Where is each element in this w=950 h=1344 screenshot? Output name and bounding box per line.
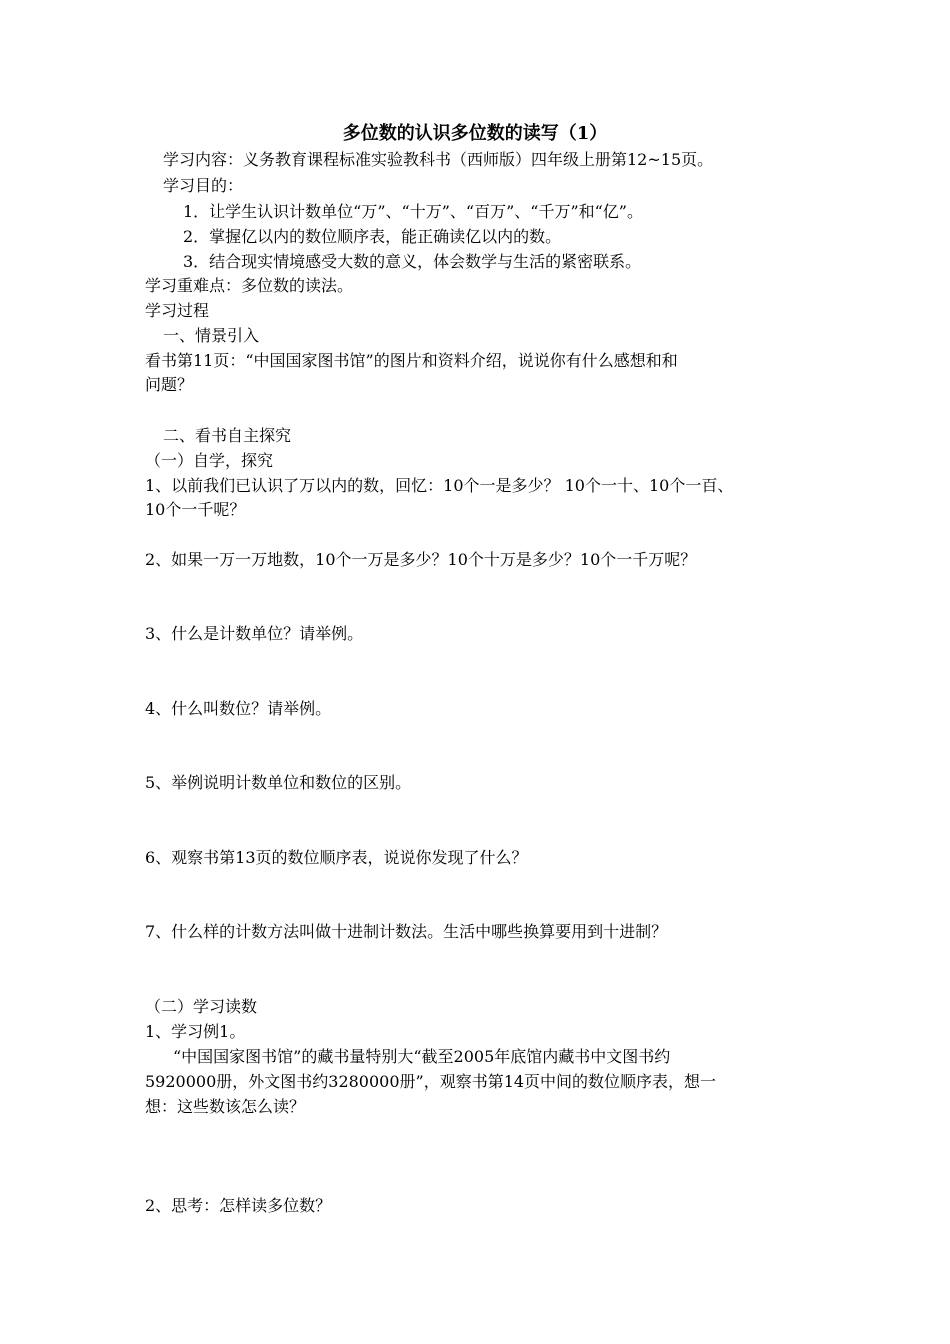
- section-line: 问题？: [145, 375, 194, 394]
- section-line: 看书第11页：“中国国家图书馆”的图片和资料介绍，说说你有什么感想和和: [145, 351, 678, 370]
- question-5: 5、举例说明计数单位和数位的区别。: [145, 773, 412, 792]
- think-question: 2、思考：怎样读多位数？: [145, 1196, 332, 1215]
- example-line: “中国国家图书馆”的藏书量特别大“截至2005年底馆内藏书中文图书约: [173, 1047, 671, 1066]
- key-points: 学习重难点：多位数的读法。: [145, 276, 354, 295]
- question-1-cont: 10个一千呢？: [145, 500, 246, 519]
- process-heading: 学习过程: [145, 301, 210, 320]
- example-heading: 1、学习例1。: [145, 1022, 246, 1041]
- example-line: 5920000册，外文图书约3280000册”，观察书第14页中间的数位顺序表，想一: [145, 1072, 717, 1091]
- question-3: 3、什么是计数单位？请举例。: [145, 624, 364, 643]
- section-heading: 一、情景引入: [163, 326, 260, 345]
- learning-content: 学习内容：义务教育课程标准实验教科书（西师版）四年级上册第12~15页。: [163, 150, 714, 169]
- goal-item: 3．结合现实情境感受大数的意义，体会数学与生活的紧密联系。: [183, 252, 642, 271]
- question-1: 1、以前我们已认识了万以内的数，回忆：10个一是多少？ 10个一十、10个一百、: [145, 476, 734, 495]
- subsection-heading: （二）学习读数: [145, 997, 258, 1016]
- question-6: 6、观察书第13页的数位顺序表，说说你发现了什么？: [145, 848, 528, 867]
- document-title: 多位数的认识多位数的读写（1）: [342, 123, 608, 144]
- section-heading: 二、看书自主探究: [163, 426, 292, 445]
- question-2: 2、如果一万一万地数，10个一万是多少？10个十万是多少？10个一千万呢？: [145, 550, 697, 569]
- example-line: 想：这些数该怎么读？: [145, 1097, 306, 1116]
- goal-item: 2．掌握亿以内的数位顺序表，能正确读亿以内的数。: [183, 227, 562, 246]
- subsection-heading: （一）自学，探究: [145, 451, 274, 470]
- goal-item: 1．让学生认识计数单位“万”、“十万”、“百万”、“千万”和“亿”。: [183, 202, 643, 221]
- question-7: 7、什么样的计数方法叫做十进制计数法。生活中哪些换算要用到十进制？: [145, 922, 668, 941]
- question-4: 4、什么叫数位？请举例。: [145, 699, 332, 718]
- goals-heading: 学习目的：: [163, 176, 244, 195]
